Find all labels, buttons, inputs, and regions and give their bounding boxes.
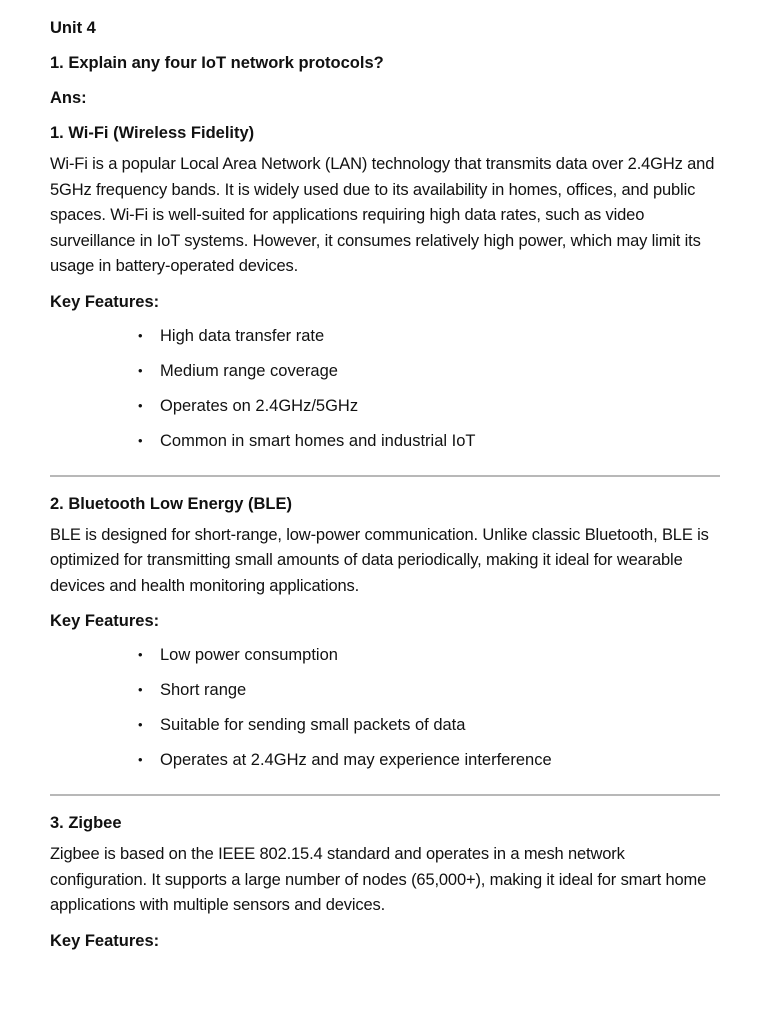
feature-text: Medium range coverage — [160, 361, 338, 380]
list-item — [138, 431, 720, 451]
section-paragraph: BLE is designed for short-range, low-power communication. Unlike classic Bluetooth, BLE is optimized for transmitting small amounts of data periodically, making it ideal for wearable devices and health monitoring applications. — [50, 525, 709, 595]
list-item — [138, 680, 720, 700]
bullet-icon: • — [138, 397, 143, 413]
document-page — [50, 18, 720, 951]
section-divider — [50, 794, 720, 796]
question-heading: 1. Explain any four IoT network protocols? — [50, 54, 384, 72]
list-item — [138, 326, 720, 346]
bullet-icon: • — [138, 752, 143, 767]
list-item — [138, 750, 720, 770]
key-features-label: Key Features: — [50, 292, 160, 311]
section-ble — [50, 494, 720, 771]
unit-heading: Unit 4 — [50, 19, 96, 37]
list-item — [138, 396, 720, 416]
section-heading: 3. Zigbee — [50, 814, 122, 832]
section-heading: 2. Bluetooth Low Energy (BLE) — [50, 494, 292, 513]
key-features-label: Key Features: — [50, 612, 160, 630]
section-heading: 1. Wi-Fi (Wireless Fidelity) — [50, 124, 255, 142]
section-paragraph: Wi-Fi is a popular Local Area Network (LAN) technology that transmits data over 2.4GHz and 5GHz frequency bands. It is widely used due to its availability in homes, offices, and public spaces. Wi-Fi is well-suited for applications requiring high data rates, such as video surveillance in IoT systems. However, it consumes relatively high power, which may limit its usage in battery-operated devices. — [50, 155, 715, 275]
feature-text: Short range — [160, 681, 247, 699]
bullet-icon: • — [138, 432, 143, 448]
feature-text: Suitable for sending small packets of data — [160, 716, 466, 734]
key-features-label: Key Features: — [50, 931, 160, 950]
answer-label: Ans: — [50, 89, 87, 107]
section-divider — [50, 475, 720, 477]
bullet-icon: • — [138, 717, 143, 732]
bullet-icon: • — [138, 682, 143, 697]
feature-list — [50, 645, 720, 770]
bullet-icon: • — [138, 362, 143, 378]
bullet-icon: • — [138, 327, 143, 343]
feature-text: Operates at 2.4GHz and may experience interference — [160, 751, 552, 769]
list-item — [138, 645, 720, 665]
feature-list — [50, 326, 720, 451]
section-paragraph: Zigbee is based on the IEEE 802.15.4 standard and operates in a mesh network configuration. It supports a large number of nodes (65,000+), making it ideal for smart home applications with multiple sensors and devices. — [50, 845, 707, 914]
feature-text: Operates on 2.4GHz/5GHz — [160, 396, 359, 415]
section-zigbee — [50, 813, 720, 951]
bullet-icon: • — [138, 647, 143, 662]
feature-text: Low power consumption — [160, 646, 338, 664]
list-item — [138, 715, 720, 735]
feature-text: High data transfer rate — [160, 326, 325, 345]
feature-text: Common in smart homes and industrial IoT — [160, 431, 476, 450]
list-item — [138, 361, 720, 381]
section-wifi — [50, 123, 720, 451]
